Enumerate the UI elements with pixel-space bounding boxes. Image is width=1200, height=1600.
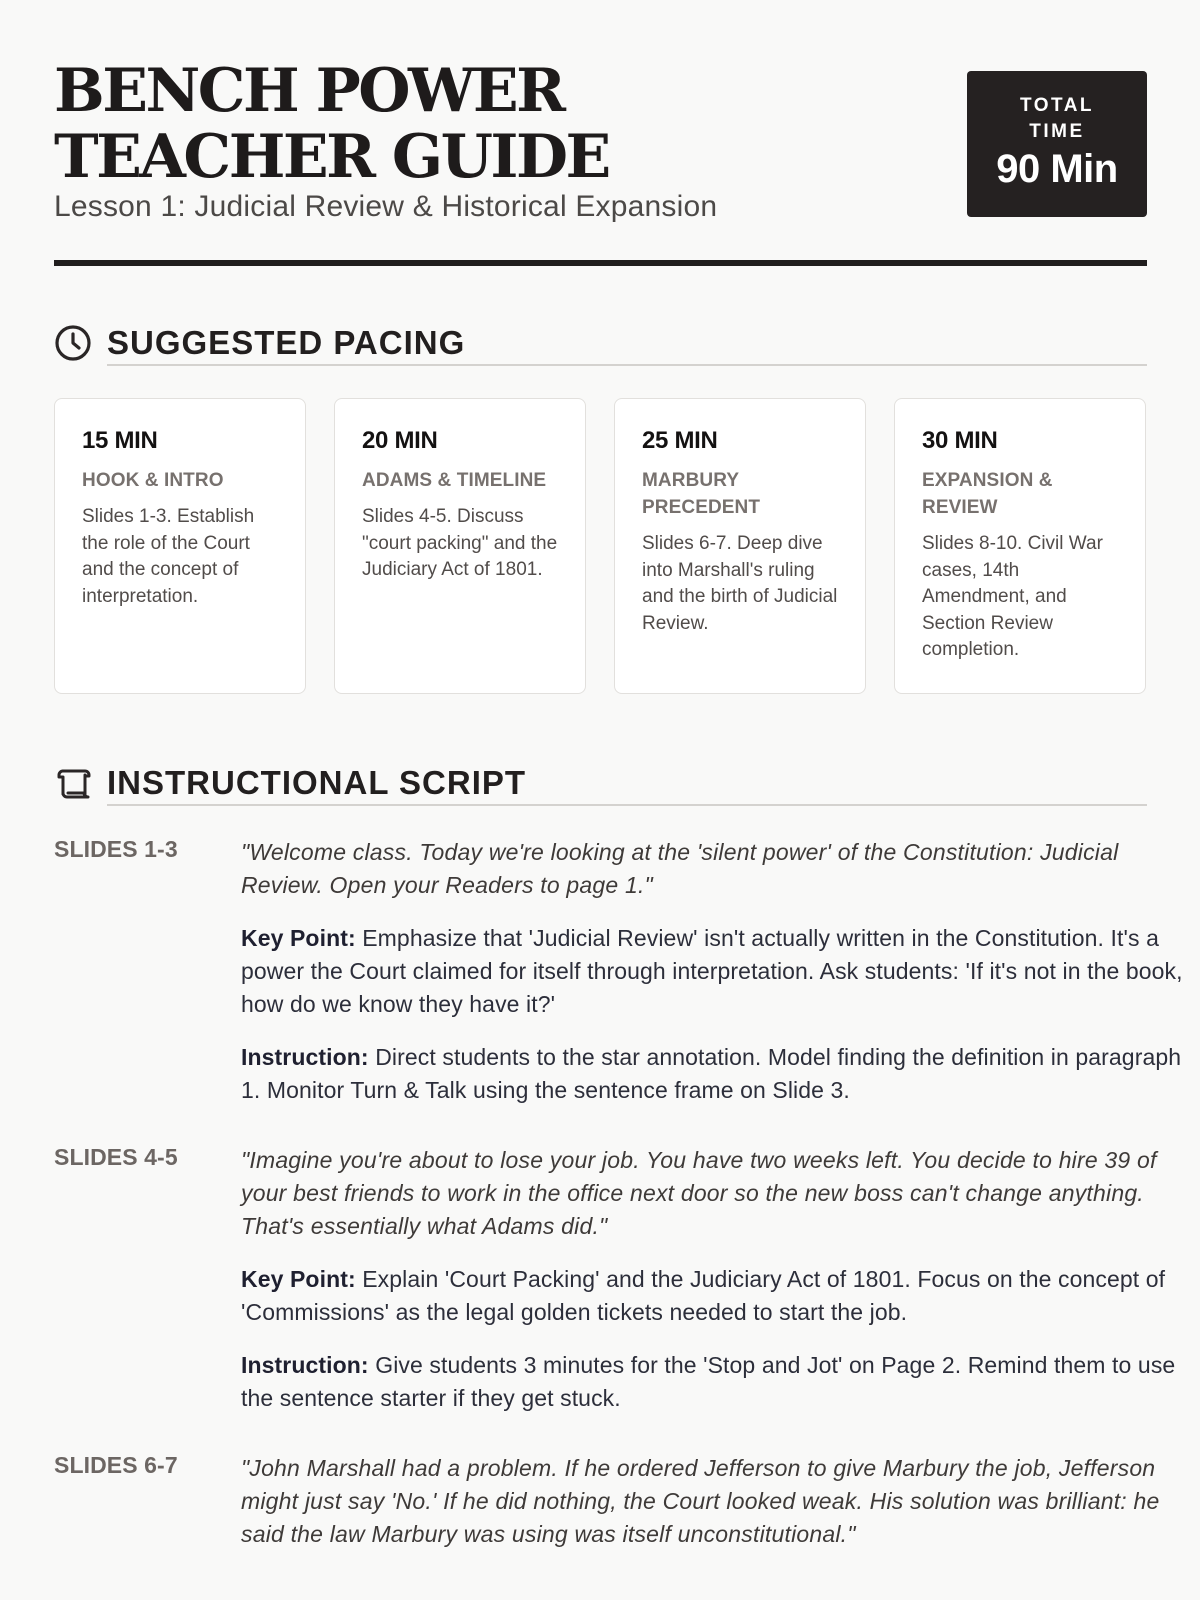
- script-body: [241, 1452, 1191, 1551]
- key-point: [241, 1263, 1191, 1329]
- pacing-divider: [107, 364, 1147, 366]
- pacing-card-minutes: 20 MIN: [362, 427, 438, 454]
- teacher-quote: "Welcome class. Today we're looking at the 'silent power' of the Constitution: Judicial Review. Open your Readers to page 1.": [241, 839, 1119, 898]
- pacing-card-description: Slides 4-5. Discuss "court packing" and the Judiciary Act of 1801.: [362, 506, 558, 580]
- pacing-card: [894, 398, 1146, 694]
- pacing-card-description: Slides 6-7. Deep dive into Marshall's ruling and the birth of Judicial Review.: [642, 533, 838, 634]
- teacher-quote: "John Marshall had a problem. If he ordered Jefferson to give Marbury the job, Jefferson might just say 'No.' If he did nothing, the Court looked weak. His solution was brilliant: he said the law Marbury was using was itself unconstitutional.": [241, 1455, 1160, 1547]
- pacing-card-minutes: 15 MIN: [82, 427, 158, 454]
- pacing-card: [54, 398, 306, 694]
- pacing-card-description: Slides 1-3. Establish the role of the Court and the concept of interpretation.: [82, 506, 255, 607]
- script-section-heading: [54, 760, 1147, 810]
- pacing-card-phase: MARBURY PRECEDENT: [642, 470, 761, 518]
- teacher-guide-page: [54, 0, 1183, 1600]
- pacing-card-minutes: 30 MIN: [922, 427, 998, 454]
- pacing-card-phase: ADAMS & TIMELINE: [362, 470, 547, 491]
- guide-header: [54, 58, 1147, 268]
- scroll-icon: [54, 764, 94, 804]
- header-divider: [54, 260, 1147, 266]
- key-point-text: Emphasize that 'Judicial Review' isn't actually written in the Constitution. It's a power the Court claimed for itself through interpretation. Ask students: 'If it's not in the book, how do we know they have it?': [241, 925, 1183, 1017]
- pacing-cards: [54, 398, 1147, 694]
- lesson-subtitle: Lesson 1: Judicial Review & Historical Expansion: [54, 190, 718, 223]
- total-time-badge: [967, 71, 1147, 217]
- script-title: INSTRUCTIONAL SCRIPT: [107, 764, 527, 801]
- instruction: [241, 1041, 1191, 1107]
- pacing-card-description: Slides 8-10. Civil War cases, 14th Amendment, and Section Review completion.: [922, 533, 1103, 660]
- instruction-label: Instruction:: [241, 1352, 369, 1378]
- slide-range-label: SLIDES 6-7: [54, 1452, 178, 1478]
- script-divider: [107, 804, 1147, 806]
- total-time-value: 90 Min: [996, 147, 1118, 191]
- key-point-text: Explain 'Court Packing' and the Judiciary Act of 1801. Focus on the concept of 'Commissions' as the legal golden tickets needed to start the job.: [241, 1266, 1166, 1325]
- total-time-label: TOTAL TIME: [1019, 95, 1095, 142]
- instruction-label: Instruction:: [241, 1044, 369, 1070]
- clock-icon: [54, 324, 94, 364]
- pacing-card-minutes: 25 MIN: [642, 427, 718, 454]
- script-body: [241, 1144, 1191, 1415]
- slide-range-label: SLIDES 4-5: [54, 1144, 178, 1170]
- pacing-card-phase: HOOK & INTRO: [82, 470, 224, 491]
- instruction: [241, 1349, 1191, 1415]
- page-title: BENCH POWER TEACHER GUIDE: [54, 56, 609, 192]
- script-body: [241, 836, 1191, 1107]
- pacing-card: [334, 398, 586, 694]
- pacing-card: [614, 398, 866, 694]
- key-point-label: Key Point:: [241, 1266, 356, 1292]
- instruction-text: Give students 3 minutes for the 'Stop and Jot' on Page 2. Remind them to use the sentence starter if they get stuck.: [241, 1352, 1176, 1411]
- pacing-section-heading: [54, 320, 1147, 370]
- key-point-label: Key Point:: [241, 925, 356, 951]
- pacing-title: SUGGESTED PACING: [107, 324, 466, 361]
- key-point: [241, 922, 1191, 1021]
- instruction-text: Direct students to the star annotation. Model finding the definition in paragraph 1. Monitor Turn & Talk using the sentence frame on Slide 3.: [241, 1044, 1182, 1103]
- teacher-quote: "Imagine you're about to lose your job. You have two weeks left. You decide to hire 39 of your best friends to work in the office next door so the new boss can't change anything. That's essentially what Adams did.": [241, 1147, 1157, 1239]
- slide-range-label: SLIDES 1-3: [54, 836, 178, 862]
- pacing-card-phase: EXPANSION & REVIEW: [922, 470, 1053, 518]
